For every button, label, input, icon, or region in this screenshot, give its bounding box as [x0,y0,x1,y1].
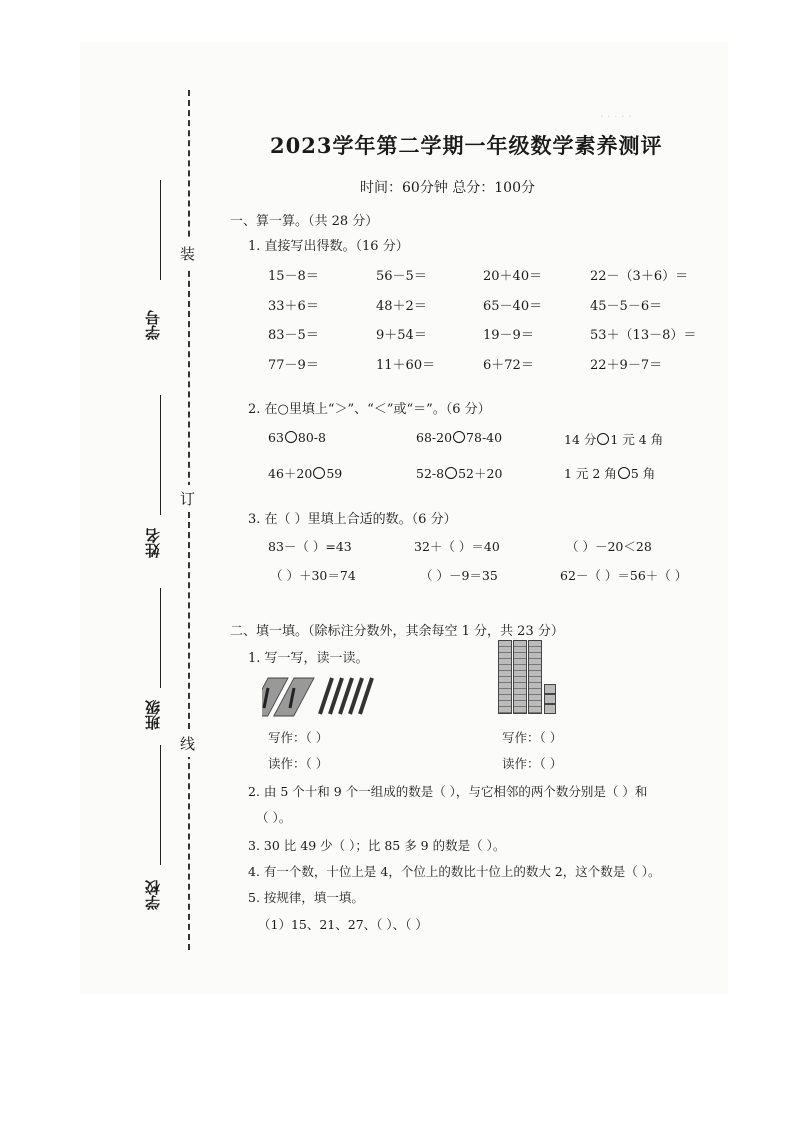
right-read-field[interactable]: 读作：（ ） [502,756,563,771]
calc-item[interactable]: 22＋9－7＝ [590,358,663,373]
calc-item[interactable]: 15－8＝ [268,269,319,284]
fill-item[interactable]: （ ）－9＝35 [420,568,498,583]
section1-heading: 一、算一算。（共 28 分） [230,214,379,229]
s2-q3[interactable]: 3. 30 比 49 少（ ）；比 85 多 9 的数是（ ）。 [248,838,506,853]
s2-q4[interactable]: 4. 有一个数，十位上是 4，个位上的数比十位上的数大 2，这个数是（ ）。 [248,864,661,879]
section2-heading: 二、填一填。（除标注分数外，其余每空 1 分，共 23 分） [230,624,564,639]
label-class: 班级 [144,700,162,730]
compare-item: 46＋20 59 [268,466,343,481]
q1-title: 1. 直接写出得数。（16 分） [248,239,409,254]
calc-item[interactable]: 48＋2＝ [376,299,427,314]
calc-item[interactable]: 83－5＝ [268,328,319,343]
binding-char-xian: 线 [180,730,195,757]
calc-item[interactable]: 22－（3＋6）＝ [590,269,689,284]
q3-title: 3. 在（ ）里填上合适的数。（6 分） [248,512,457,527]
calc-item[interactable]: 53＋（13－8）＝ [590,328,697,343]
compare-circle[interactable] [597,433,609,445]
compare-circle[interactable] [453,431,465,443]
label-school: 学校 [144,880,162,910]
calc-item[interactable]: 65－40＝ [483,299,543,314]
binding-char-zhuang: 装 [180,240,195,267]
fill-item[interactable]: 32＋（ ）＝40 [414,539,500,554]
fill-item[interactable]: 62－（ ）＝56＋（ ） [560,568,688,583]
calc-item[interactable]: 20＋40＝ [483,269,543,284]
s2-q5-title: 5. 按规律，填一填。 [248,890,364,905]
calc-item[interactable]: 45－5－6＝ [590,299,663,314]
calc-item[interactable]: 19－9＝ [483,328,534,343]
label-student-id: 学号 [144,310,162,340]
calc-item[interactable]: 77－9＝ [268,358,319,373]
school-line [160,745,161,865]
right-write-field[interactable]: 写作：（ ） [502,730,563,745]
label-name: 姓名 [144,528,162,558]
compare-item: 52-8 52＋20 [416,466,503,481]
exam-title: 2023学年第二学期一年级数学素养测评 [270,133,663,158]
compare-circle[interactable] [445,467,457,479]
exam-info: 时间：60分钟 总分：100分 [360,180,535,196]
s2-q1-title: 1. 写一写，读一读。 [248,651,369,666]
calc-item[interactable]: 6＋72＝ [483,358,534,373]
q2-title: 2. 在○里填上“＞”、“＜”或“＝”。（6 分） [248,402,491,417]
fill-item[interactable]: （ ）－20＜28 [566,539,652,554]
binding-line [188,90,190,950]
s2-q2-line1[interactable]: 2. 由 5 个十和 9 个一组成的数是（ ），与它相邻的两个数分别是（ ）和 [248,784,648,799]
name-line [160,395,161,515]
compare-circle[interactable] [285,431,297,443]
bleed-through-text: · · · · · [600,110,632,123]
student-id-line [160,180,161,280]
fill-item[interactable]: 83－（ ）=43 [268,539,352,554]
left-read-field[interactable]: 读作：（ ） [268,756,329,771]
class-line [160,588,161,688]
s2-q5-line[interactable]: （1）15、21、27、（ ）、（ ） [258,917,428,932]
fill-item[interactable]: （ ）＋30＝74 [270,568,356,583]
calc-item[interactable]: 11＋60＝ [376,358,436,373]
compare-item: 68-20 78-40 [416,430,503,445]
compare-circle[interactable] [618,467,630,479]
s2-q2-line2[interactable]: （ ）。 [256,810,292,825]
calc-item[interactable]: 56－5＝ [376,269,427,284]
compare-item: 1 元 2 角 5 角 [564,466,656,481]
binding-char-ding: 订 [180,485,195,512]
calc-item[interactable]: 9＋54＝ [376,328,427,343]
compare-item: 63 80-8 [268,430,326,445]
compare-item: 14 分 1 元 4 角 [564,432,664,447]
calc-item[interactable]: 33＋6＝ [268,299,319,314]
left-write-field[interactable]: 写作：（ ） [268,730,329,745]
compare-circle[interactable] [313,467,325,479]
